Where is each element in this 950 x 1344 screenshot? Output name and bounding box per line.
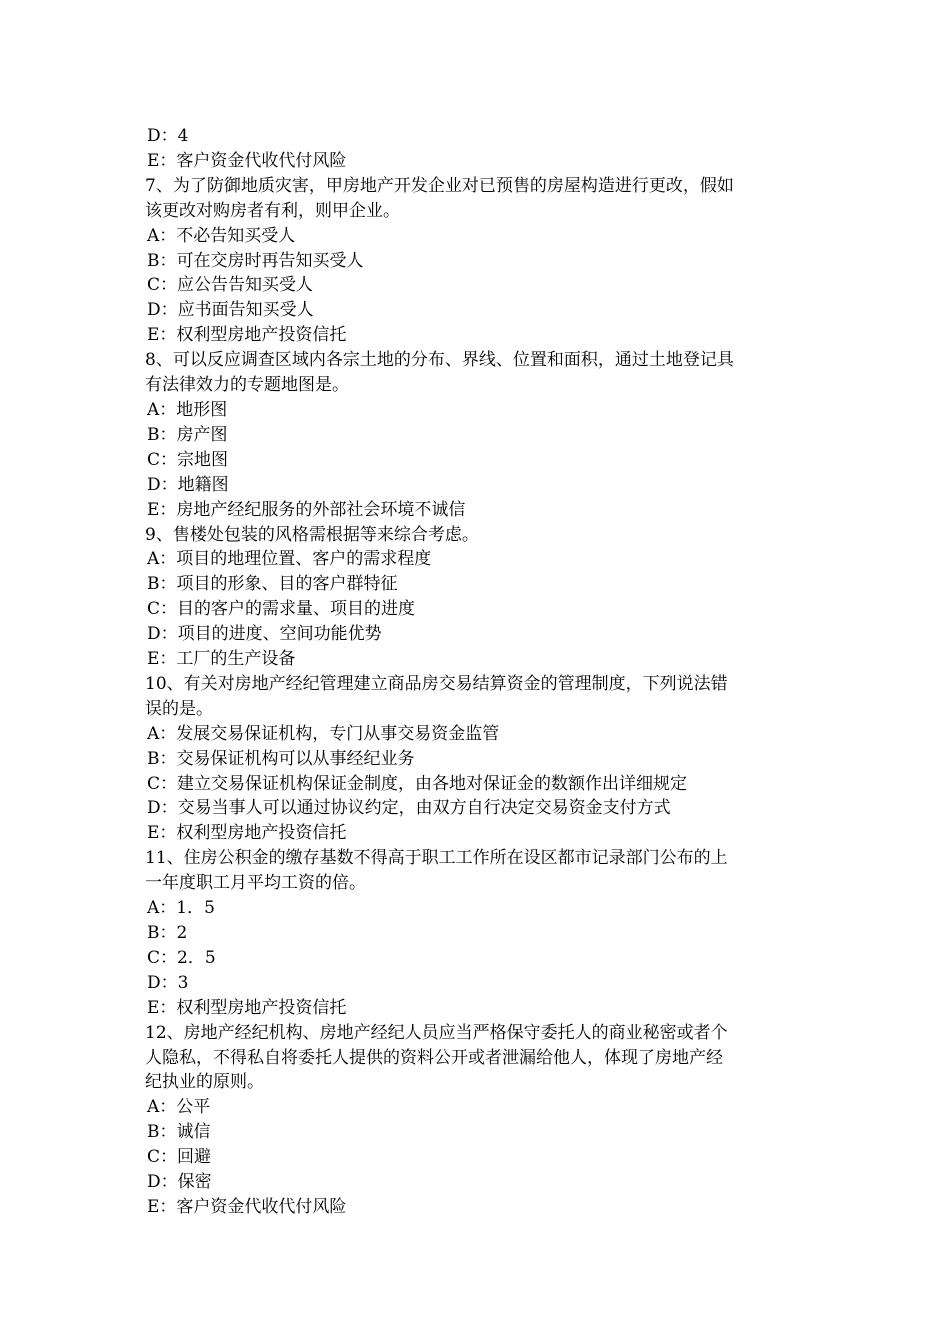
- question-12: [145, 1021, 813, 1220]
- option-d: D：4: [147, 126, 189, 146]
- option-c: C：应公告告知买受人: [147, 275, 314, 296]
- question-stem: 一年度职工月平均工资的倍。: [145, 873, 366, 894]
- question-stem: 12、房地产经纪机构、房地产经纪人员应当严格保守委托人的商业秘密或者个: [145, 1022, 728, 1043]
- question-8: [145, 348, 813, 522]
- question-stem: 9、售楼处包装的风格需根据等来综合考虑。: [145, 524, 479, 545]
- question-9: [145, 523, 813, 672]
- option-c: C：宗地图: [147, 449, 229, 470]
- question-stem: 11、住房公积金的缴存基数不得高于职工工作所在设区都市记录部门公布的上: [145, 848, 728, 869]
- option-e: E：权利型房地产投资信托: [147, 325, 347, 346]
- option-d: D：交易当事人可以通过协议约定，由双方自行决定交易资金支付方式: [147, 798, 671, 819]
- option-a: A：地形图: [147, 399, 228, 420]
- question-stem: 该更改对购房者有利，则甲企业。: [145, 200, 400, 221]
- option-d: D：项目的进度、空间功能优势: [147, 624, 382, 645]
- option-a: A：项目的地理位置、客户的需求程度: [147, 549, 432, 570]
- question-11: [145, 846, 813, 1020]
- question-stem: 人隐私，不得私自将委托人提供的资料公开或者泄漏给他人，体现了房地产经: [145, 1047, 723, 1068]
- option-b: B：可在交房时再告知买受人: [147, 250, 364, 271]
- option-d: D：3: [147, 972, 189, 993]
- question-stem: 7、为了防御地质灾害，甲房地产开发企业对已预售的房屋构造进行更改，假如: [145, 175, 734, 196]
- option-a: A：公平: [147, 1097, 211, 1118]
- option-c: C：2．5: [147, 947, 216, 968]
- question-stem: 误的是。: [145, 698, 213, 719]
- question-stem: 纪执业的原则。: [145, 1072, 264, 1093]
- option-e: E：客户资金代收代付风险: [147, 1196, 347, 1217]
- option-b: B：交易保证机构可以从事经纪业务: [147, 748, 415, 769]
- option-e: E：权利型房地产投资信托: [147, 997, 347, 1018]
- option-d: D：地籍图: [147, 474, 229, 495]
- option-b: B：诚信: [147, 1122, 211, 1143]
- option-d: D：应书面告知买受人: [147, 300, 314, 321]
- option-c: C：建立交易保证机构保证金制度，由各地对保证金的数额作出详细规定: [147, 773, 688, 794]
- option-b: B：项目的形象、目的客户群特征: [147, 574, 398, 595]
- option-a: A：发展交易保证机构，专门从事交易资金监管: [147, 723, 500, 744]
- option-b: B：房产图: [147, 424, 228, 445]
- option-e: E：工厂的生产设备: [147, 649, 296, 670]
- question-stem: 10、有关对房地产经纪管理建立商品房交易结算资金的管理制度，下列说法错: [145, 673, 728, 694]
- option-e: E：房地产经纪服务的外部社会环境不诚信: [147, 499, 466, 520]
- option-c: C：目的客户的需求量、项目的进度: [147, 599, 416, 620]
- question-stem: 8、可以反应调查区域内各宗土地的分布、界线、位置和面积，通过土地登记具: [145, 350, 734, 371]
- document-body: [145, 124, 813, 1220]
- option-c: C：回避: [147, 1147, 212, 1168]
- option-a: A：1．5: [147, 898, 215, 919]
- option-e: E：客户资金代收代付风险: [147, 150, 347, 171]
- option-a: A：不必告知买受人: [147, 225, 296, 246]
- question-7: [145, 174, 813, 348]
- question-10: [145, 672, 813, 846]
- option-d: D：保密: [147, 1172, 212, 1193]
- option-e: E：权利型房地产投资信托: [147, 823, 347, 844]
- question-stem: 有法律效力的专题地图是。: [145, 375, 349, 396]
- option-b: B：2: [147, 923, 188, 943]
